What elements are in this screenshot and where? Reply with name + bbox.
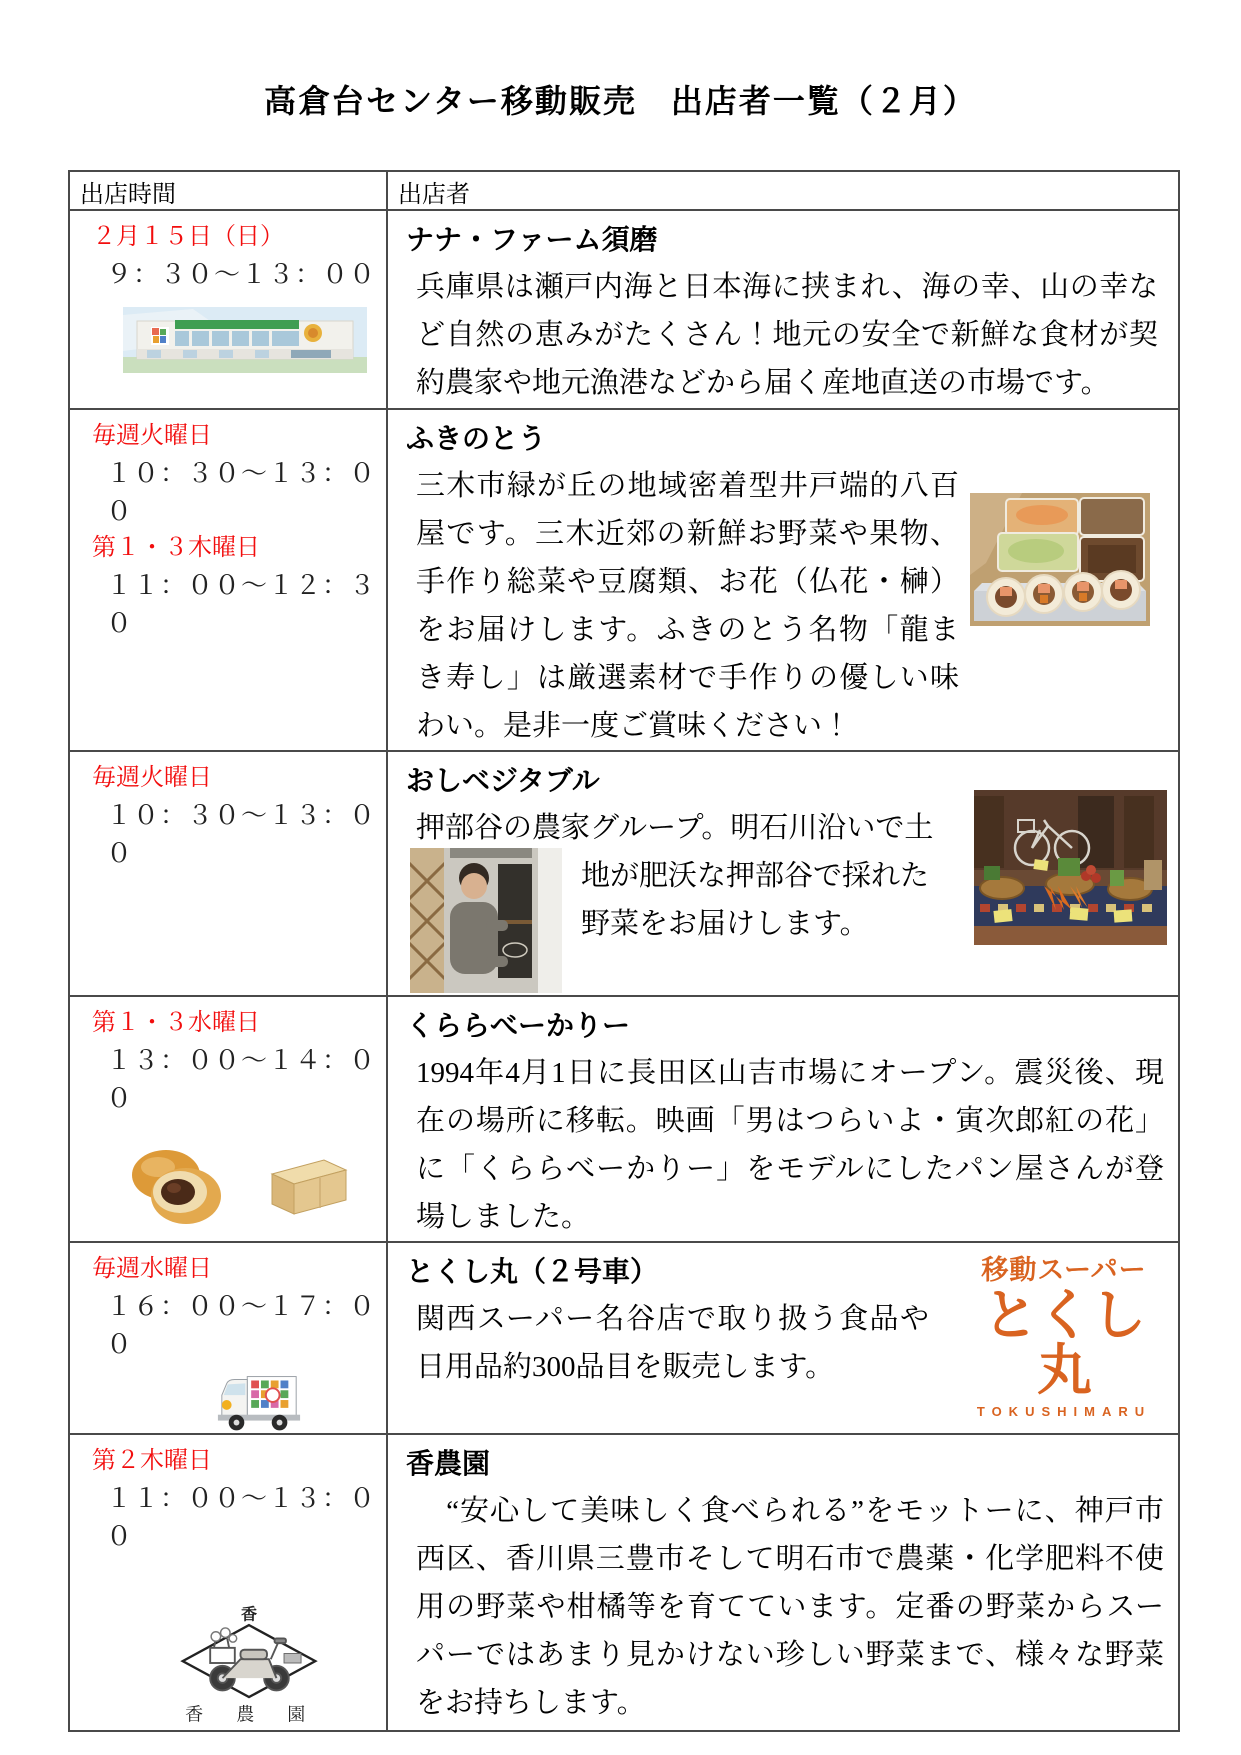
schedule-time: １１：００～１３：００	[106, 1483, 377, 1551]
vendor-description: 関西スーパー名谷店で取り扱う食品や日用品約300品目を販売します。	[416, 1303, 929, 1383]
nana-farm-suma-storefront-photo	[123, 307, 367, 373]
farmer-photo-graphic	[410, 848, 562, 993]
vendor-description: “安心して美味しく食べられる”をモットーに、神戸市西区、香川県三豊市そして明石市で農薬・化学肥料不使用の野菜や柑橘等を育てています。定番の野菜からスーパーではあまり見かけない珍しい野菜まで、様々な野菜をお持ちします。	[416, 1495, 1164, 1719]
ka-nouen-scooter-logo	[178, 1599, 320, 1727]
ka-nouen-logo-top-character: 香	[240, 1605, 258, 1624]
table-row	[69, 1434, 1179, 1731]
vendor-description: 1994年4月1日に長田区山吉市場にオープン。震災後、現在の場所に移転。映画「男はつらいよ・寅次郎紅の花」に「くららべーかりー」をモデルにしたパン屋さんが登場しました。	[416, 1057, 1164, 1233]
vendor-cell	[387, 409, 1179, 751]
bread-photos	[128, 1143, 378, 1227]
schedule-cell	[69, 409, 387, 751]
schedule-time-2: １１：００～１２：３０	[106, 570, 377, 638]
page-title: 高倉台センター移動販売 出店者一覧（２月）	[264, 83, 977, 119]
table-row	[69, 996, 1179, 1242]
description-line-3: 野菜をお届けします。	[581, 908, 869, 940]
vendor-cell	[387, 751, 1179, 996]
schedule-day: 第２木曜日	[92, 1447, 212, 1474]
vendor-cell	[387, 1434, 1179, 1731]
description-line-2: 地が肥沃な押部谷で採れた	[581, 860, 930, 892]
schedule-day: 毎週火曜日	[92, 764, 212, 791]
description-line-1: 押部谷の農家グループ。明石川沿いで土	[416, 812, 934, 844]
vendor-name: ふきのとう	[406, 423, 547, 454]
vegetable-stall-photo	[974, 790, 1167, 945]
schedule-day-2: 第１・３木曜日	[92, 534, 260, 561]
schedule-cell	[69, 996, 387, 1242]
vendor-description: 兵庫県は瀬戸内海と日本海に挟まれ、海の幸、山の幸など自然の恵みがたくさん！地元の安全で新鮮な食材が契約農家や地元漁港などから届く産地直送の市場です。	[416, 271, 1158, 399]
schedule-cell	[69, 1434, 387, 1731]
vendor-name: 香農園	[406, 1448, 491, 1479]
table-header-row	[69, 171, 1179, 210]
table-row	[69, 751, 1179, 996]
vendor-name: くららべーかりー	[406, 1010, 631, 1041]
schedule-time: ９：３０～１３：００	[106, 259, 377, 289]
ka-nouen-logo-graphic	[178, 1599, 320, 1727]
storefront-photo-graphic	[123, 307, 367, 373]
tokushimaru-logo	[958, 1257, 1170, 1418]
schedule-cell	[69, 210, 387, 409]
table-row	[69, 409, 1179, 751]
schedule-date: ２月１５日（日）	[92, 223, 284, 250]
header-time: 出店時間	[69, 171, 387, 210]
vendor-cell	[387, 210, 1179, 409]
schedule-time: １０：３０～１３：００	[106, 800, 377, 868]
schedule-day: 毎週火曜日	[92, 422, 212, 449]
tokushimaru-logo-tagline: 移動スーパー	[981, 1255, 1147, 1285]
ka-nouen-logo-name: 香 農 園	[185, 1704, 313, 1725]
vendor-table	[68, 170, 1180, 1732]
schedule-time: １６：００～１７：００	[106, 1291, 377, 1359]
tokushimaru-logo-name: とくし丸	[982, 1284, 1145, 1401]
sushi-photo-graphic	[970, 493, 1150, 626]
vendor-description: 三木市緑が丘の地域密着型井戸端的八百屋です。三木近郊の新鮮お野菜や果物、手作り総菜や豆腐類、お花（仏花・榊）をお届けします。ふきのとう名物「龍まき寿し」は厳選素材で手作りの優しい味わい。是非一度ご賞味ください！	[416, 470, 959, 742]
schedule-time: １０：３０～１３：００	[106, 458, 377, 526]
vendor-name: おしベジタブル	[406, 765, 600, 796]
farmer-with-sign-photo	[410, 848, 562, 993]
tokushimaru-logo-romaji: TOKUSHIMARU	[976, 1404, 1152, 1419]
anpan-bun-photo	[128, 1143, 224, 1227]
schedule-cell	[69, 751, 387, 996]
truck-graphic	[214, 1371, 304, 1433]
vegetable-stall-photo-graphic	[974, 790, 1167, 945]
schedule-day: 第１・３水曜日	[92, 1009, 260, 1036]
vendor-name: とくし丸（２号車）	[406, 1256, 659, 1287]
sushi-rolls-food-photo	[970, 493, 1150, 626]
vendor-cell	[387, 996, 1179, 1242]
table-row	[69, 1242, 1179, 1434]
table-row	[69, 210, 1179, 409]
vendor-name: ナナ・ファーム須磨	[406, 224, 658, 255]
header-vendor: 出店者	[387, 171, 1179, 210]
schedule-time: １３：００～１４：００	[106, 1045, 377, 1113]
schedule-day: 毎週水曜日	[92, 1255, 212, 1282]
delivery-truck-illustration	[214, 1371, 304, 1433]
vendor-cell	[387, 1242, 1179, 1434]
bread-loaf-photo	[260, 1152, 350, 1218]
schedule-cell	[69, 1242, 387, 1434]
